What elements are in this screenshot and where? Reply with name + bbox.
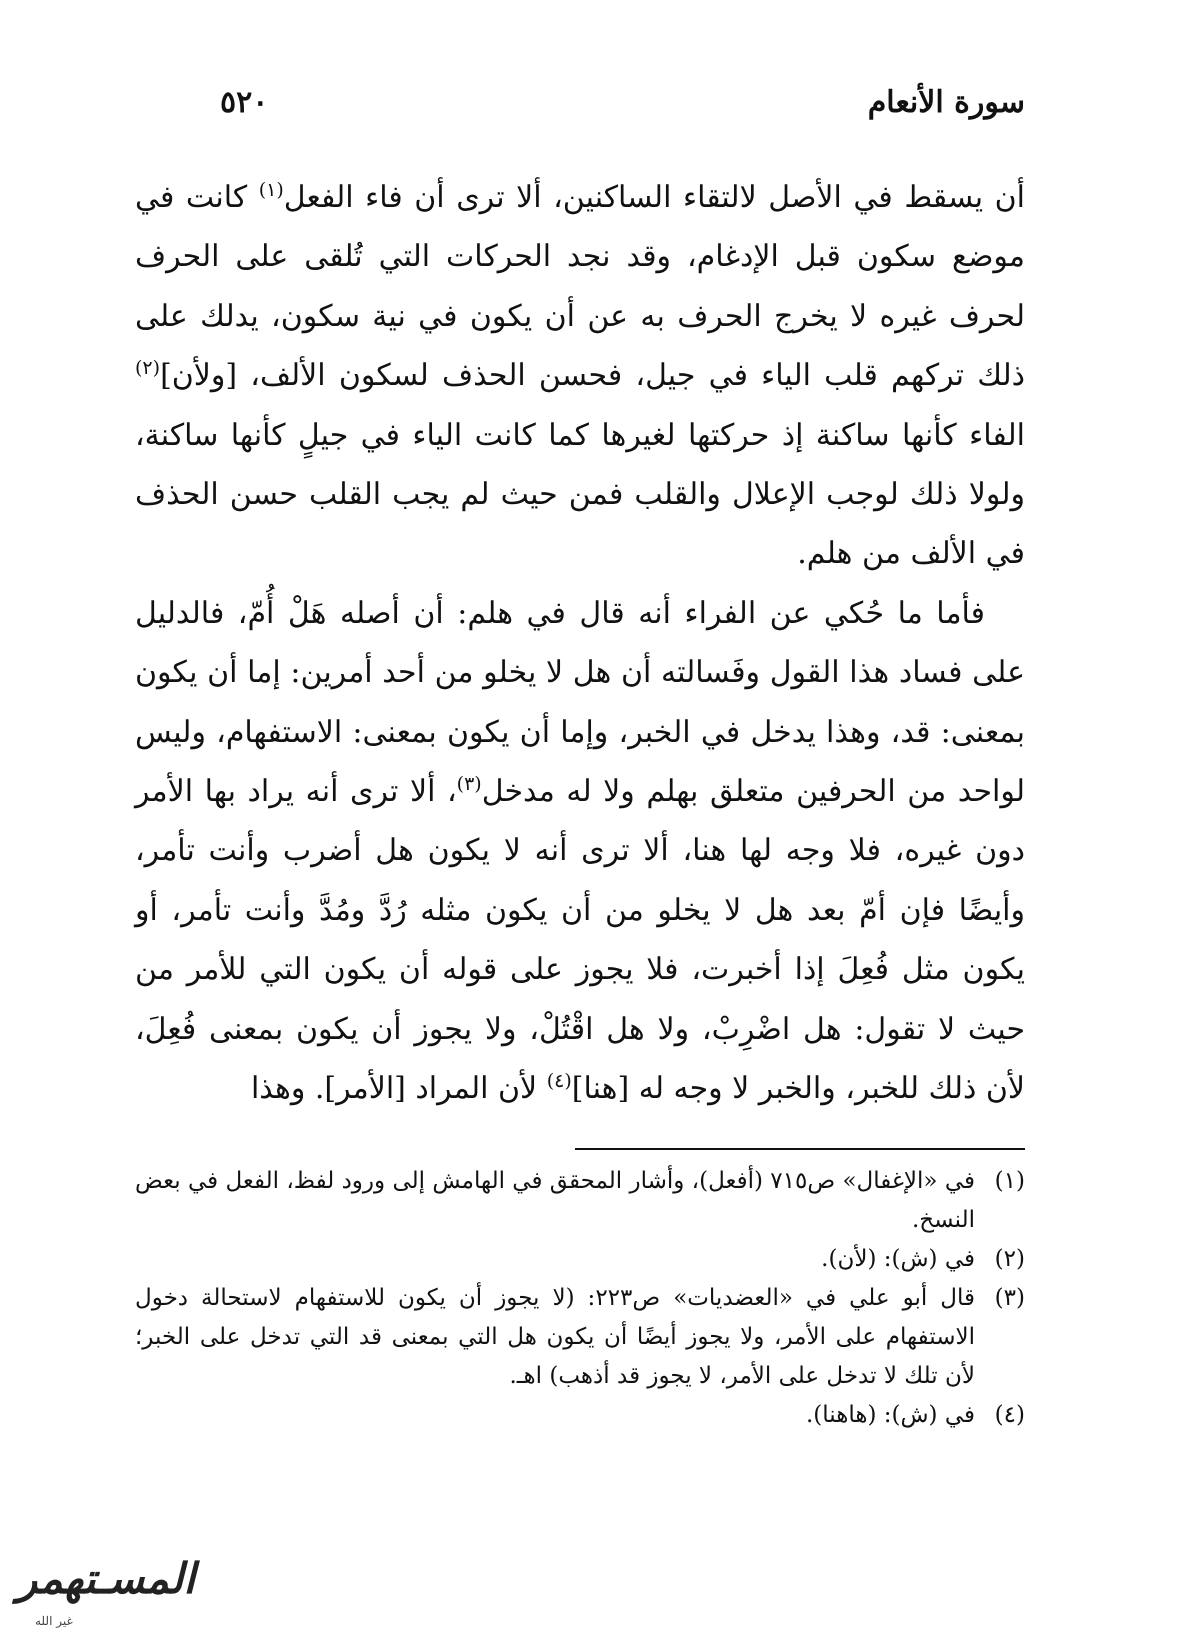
page-header bbox=[220, 85, 1025, 135]
footnote-divider bbox=[575, 1148, 1025, 1150]
footnote-ref-1: (١) bbox=[258, 179, 284, 201]
footnote-number: (٤) bbox=[994, 1402, 1025, 1428]
footnotes bbox=[135, 1162, 1025, 1435]
watermark-sub: غير الله bbox=[35, 1614, 73, 1628]
paragraph-2-lead: فأما ما حُكي عن الفراء أنه قال في هلم: أن أصله هَلْ أُمّ، فالدليل على فساد هذا القول وفَسالته أن هل لا يخلو من أحد أمرين: إما أن يكون بمعنى: قد، وهذا يدخل في الخبر، وإما أن يكون بمعنى: الاستفهام، وليس لواحد من الحرفين متعلق بهلم ولا له مدخل bbox=[135, 595, 1025, 810]
watermark-logo bbox=[5, 1548, 196, 1636]
footnote-text: في «الإغفال» ص٧١٥ (أفعل)، وأشار المحقق في الهامش إلى ورود لفظ، الفعل في بعض النسخ. bbox=[135, 1168, 975, 1233]
paragraph-2-mid: ، ألا ترى أنه يراد بها الأمر دون غيره، فلا وجه لها هنا، ألا ترى أنه لا يكون هل أضرب وأنت تأمر، وأيضًا فإن أمّ بعد هل لا يخلو من أن يكون مثله رُدَّ ومُدَّ وأنت تأمر، أو يكون مثل فُعِلَ إذا أخبرت، فلا يجوز على قوله أن يكون التي للأمر من حيث لا تقول: هل اضْرِبْ، ولا هل اقْتُلْ، ولا يجوز أن يكون بمعنى فُعِلَ، لأن ذلك للخبر، والخبر لا وجه له [هنا] bbox=[135, 774, 1025, 1107]
page-number: ٥٢٠ bbox=[220, 85, 269, 120]
footnote-ref-4: (٤) bbox=[546, 1070, 572, 1093]
main-text bbox=[135, 168, 1025, 1119]
running-title: سورة الأنعام bbox=[867, 85, 1025, 120]
footnote-text: قال أبو علي في «العضديات» ص٢٢٣: (لا يجوز أن يكون للاستفهام لاستحالة دخول الاستفهام على الأمر، ولا يجوز أيضًا أن يكون هل التي بمعنى قد التي تدخل على الخبر؛ لأن تلك لا تدخل على الأمر، لا يجوز قد أذهب) اهـ. bbox=[135, 1285, 976, 1389]
footnote-number: (٣) bbox=[994, 1285, 1025, 1311]
paragraph-2 bbox=[135, 584, 1025, 1119]
footnote-ref-3: (٣) bbox=[456, 773, 482, 796]
paragraph-1-mid: كانت في موضع سكون قبل الإدغام، وقد نجد الحركات التي تُلقى على الحرف لحرف غيره لا يخرج الحرف به عن أن يكون في نية سكون، يدلك على ذلك تركهم قلب الياء في جيل، فحسن الحذف لسكون الألف، [ولأن] bbox=[135, 180, 1025, 394]
footnote-2 bbox=[135, 1240, 1025, 1279]
footnote-number: (١) bbox=[994, 1168, 1025, 1194]
paragraph-2-tail: لأن المراد [الأمر]. وهذا bbox=[250, 1071, 547, 1107]
paragraph-1-tail: الفاء كأنها ساكنة إذ حركتها لغيرها كما كانت الياء في جيلٍ كأنها ساكنة، ولولا ذلك لوجب الإعلال والقلب فمن حيث لم يجب القلب حسن الحذف في الألف من هلم. bbox=[135, 417, 1025, 572]
footnote-ref-2: (٢) bbox=[135, 357, 161, 380]
footnote-text: في (ش): (لأن). bbox=[821, 1246, 975, 1272]
footnote-number: (٢) bbox=[994, 1246, 1025, 1272]
footnote-3 bbox=[135, 1279, 1025, 1396]
footnote-text: في (ش): (هاهنا). bbox=[805, 1402, 975, 1428]
watermark-main: المسـتهمر bbox=[17, 1554, 196, 1603]
paragraph-1 bbox=[135, 168, 1025, 584]
footnote-4 bbox=[135, 1396, 1025, 1435]
paragraph-1-lead: أن يسقط في الأصل لالتقاء الساكنين، ألا ترى أن فاء الفعل bbox=[283, 180, 1025, 215]
footnote-1 bbox=[135, 1162, 1025, 1240]
